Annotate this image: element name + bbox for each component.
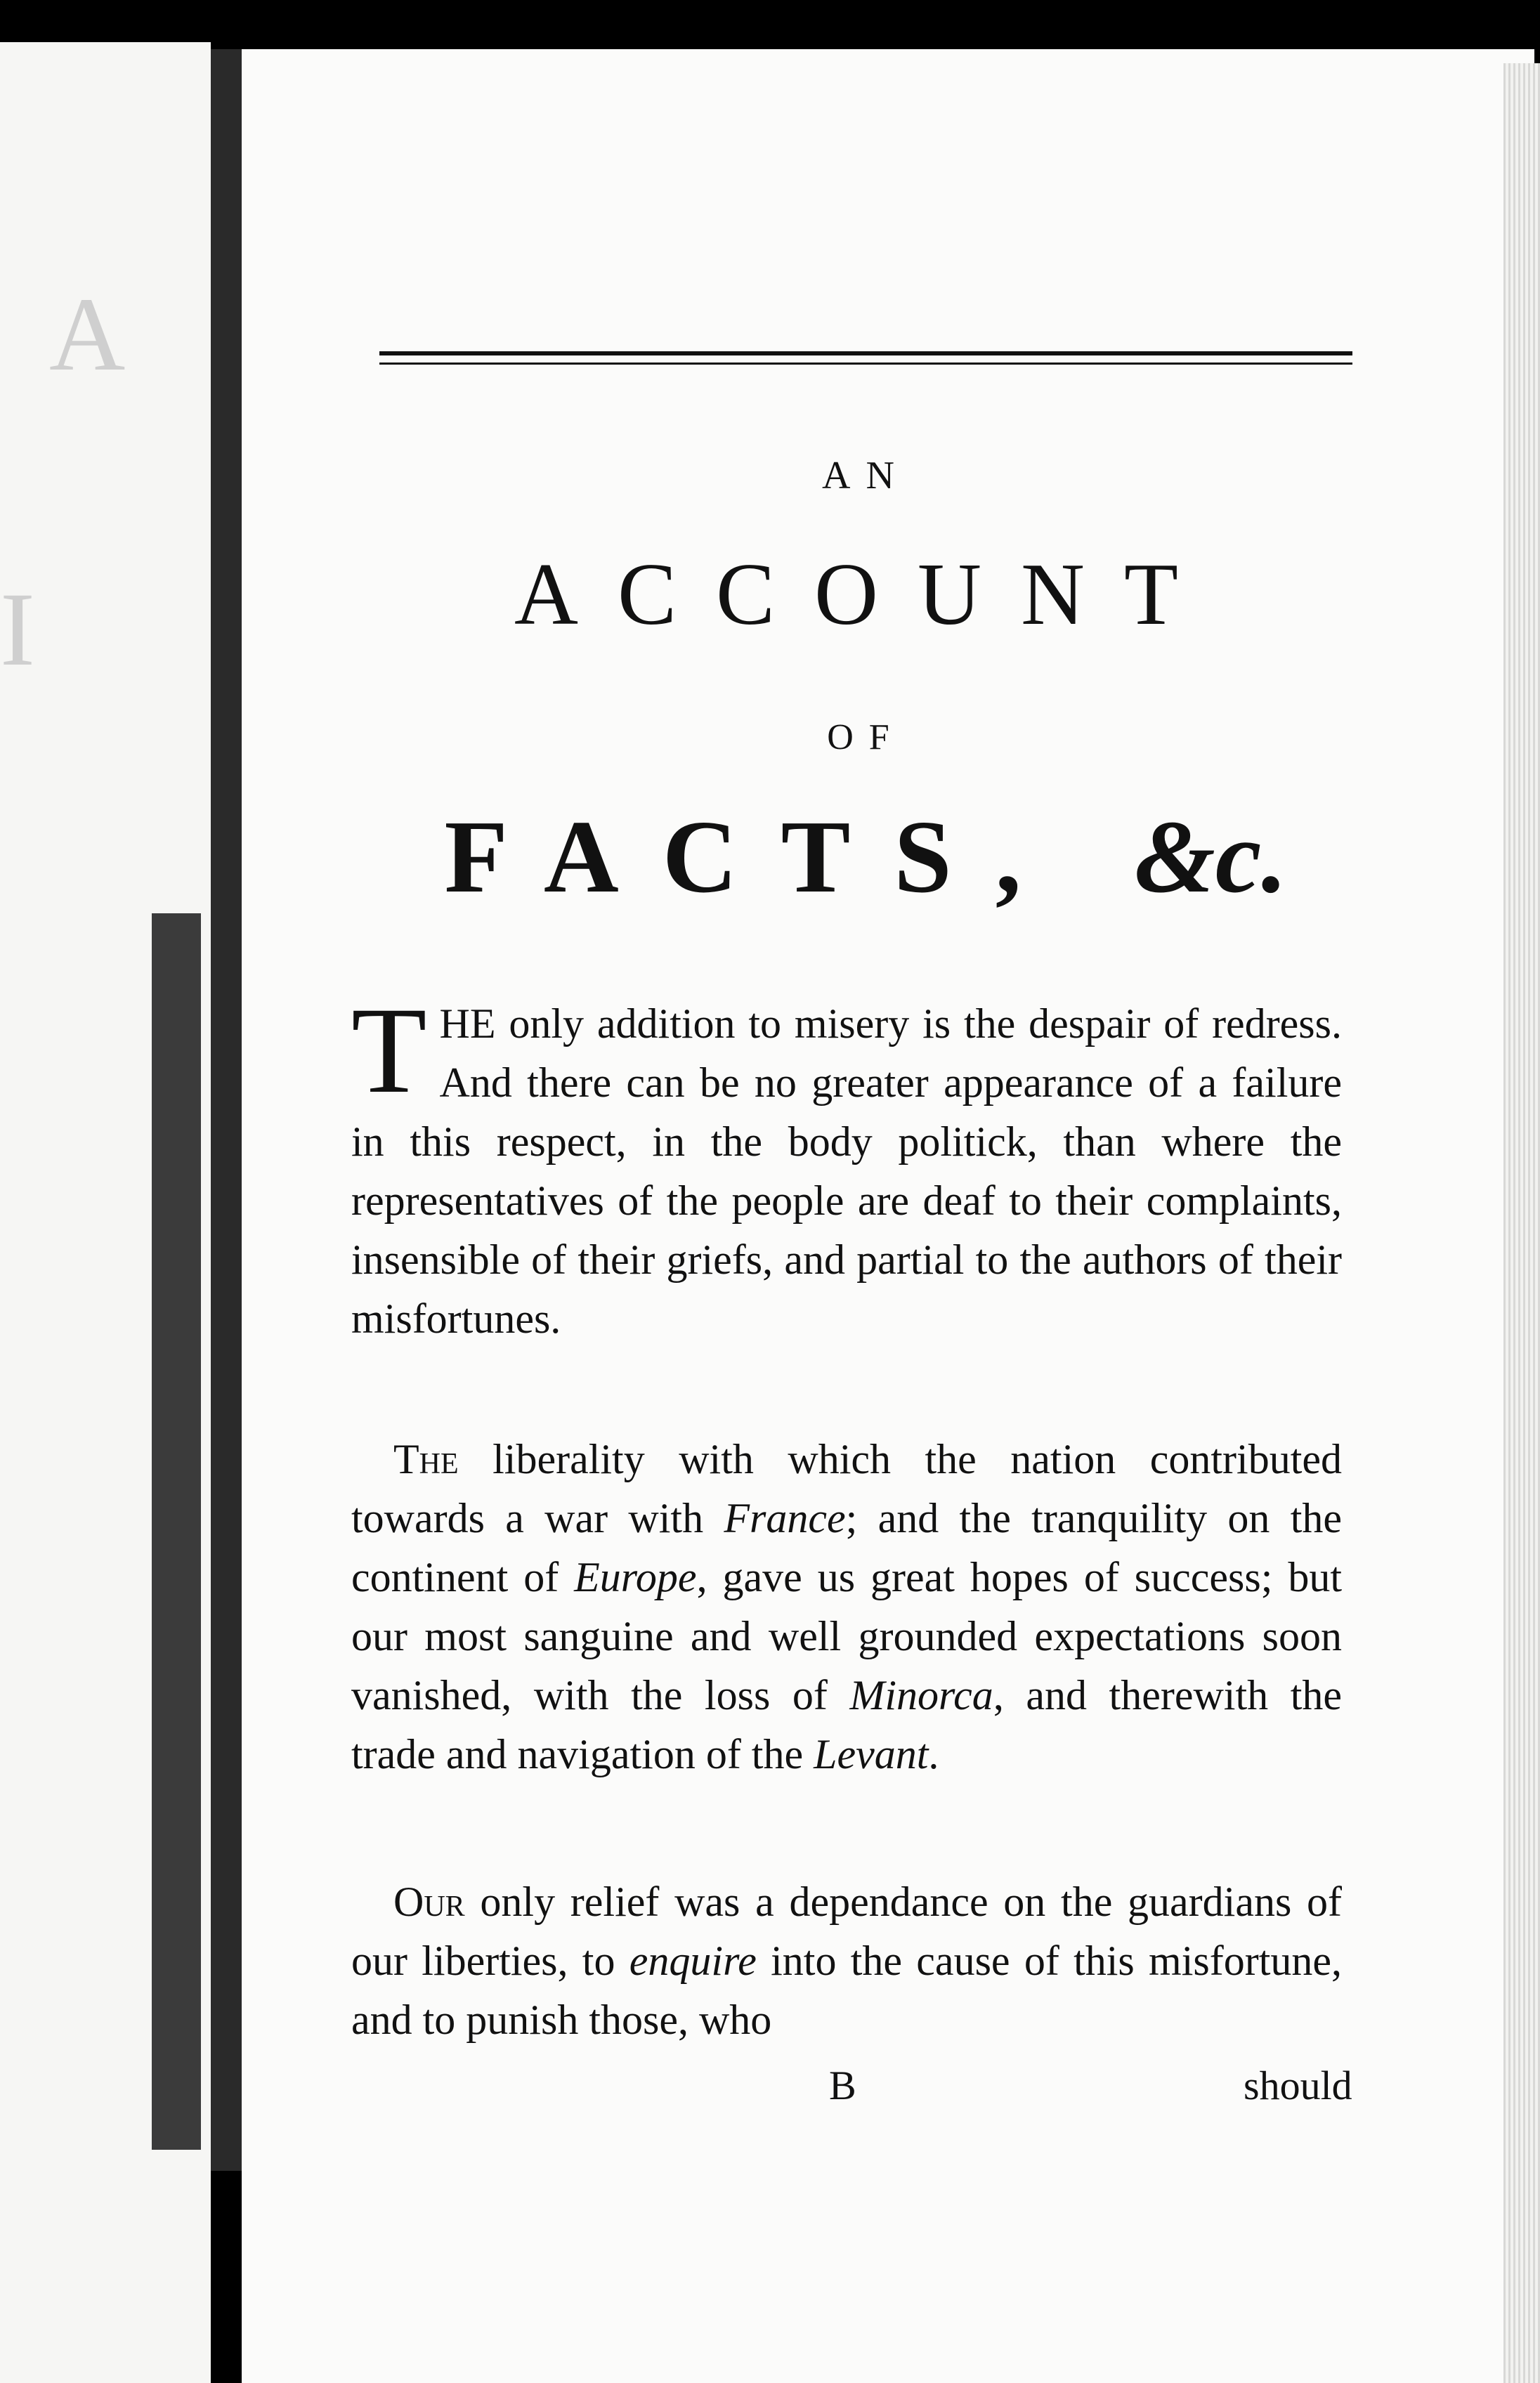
paragraph-3-text: only relief was a dependance on the guardians of our liberties, to <box>351 1879 1342 1984</box>
paragraph-2-text: , gave us great hopes of success; but our most sanguine and well grounded expectations soon vanished, with the loss of <box>351 1554 1342 1718</box>
title-etc: &c. <box>1134 799 1288 915</box>
italic-enquire: enquire <box>629 1938 757 1984</box>
paragraph-2-text: ; and the tranquility on the continent of <box>351 1495 1342 1600</box>
italic-france: France <box>724 1495 846 1541</box>
catchword: should <box>1244 2063 1352 2108</box>
paragraph-1 <box>351 982 1342 1348</box>
title-facts <box>379 797 1352 917</box>
header-rule-thick <box>379 351 1352 355</box>
paragraph-2-text: , and therewith the trade and navigation of the <box>351 1672 1343 1777</box>
paragraph-1-lead: HE <box>439 1000 496 1047</box>
title-of: OF <box>827 717 905 757</box>
paragraph-3 <box>351 1872 1342 2049</box>
paragraph-2 <box>351 1430 1342 1784</box>
title-account: ACCOUNT <box>514 546 1218 644</box>
paragraph-2-text: liberality with which the nation contributed towards a war with <box>351 1436 1342 1541</box>
page-edges <box>1503 63 1540 2383</box>
paragraph-2-lead: The <box>393 1436 459 1482</box>
paragraph-2-text: . <box>928 1731 939 1777</box>
italic-minorca: Minorca <box>849 1672 993 1718</box>
italic-europe: Europe <box>574 1554 697 1600</box>
paragraph-1-text: only addition to misery is the despair of redress. And there can be no greater appearance of a failure in this respect, in the body politick, than where the representatives of the people are deaf to their complaints, insensible of their griefs, and partial to the authors of their misfortunes. <box>351 1000 1342 1342</box>
binding-shadow <box>152 913 201 2150</box>
gutter-shadow <box>211 49 242 2171</box>
paragraph-3-text: into the cause of this misfortune, and to punish those, who <box>351 1938 1342 2043</box>
title-an: AN <box>822 454 910 497</box>
bleed-through-letter: A <box>49 276 126 393</box>
paragraph-3-lead: Our <box>393 1879 465 1925</box>
bleed-through-letter: I <box>0 571 35 688</box>
drop-cap: T <box>351 982 427 1119</box>
signature-mark: B <box>829 2063 856 2108</box>
header-rule-thin <box>379 363 1352 365</box>
title-facts-word: FACTS, <box>444 799 1065 915</box>
italic-levant: Levant <box>814 1731 929 1777</box>
